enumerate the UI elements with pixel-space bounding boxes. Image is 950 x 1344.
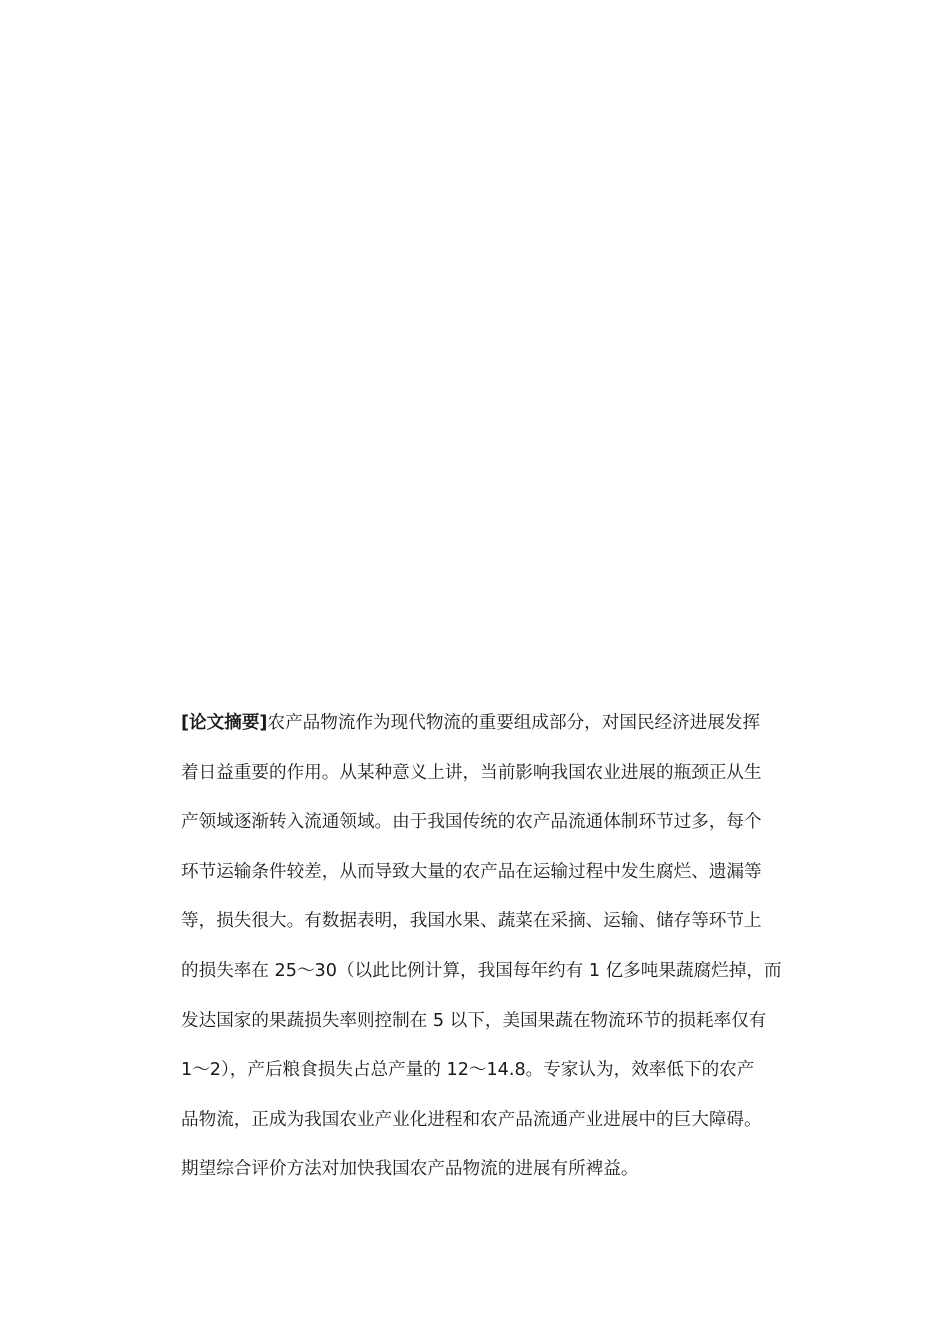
abstract-line-1 [181, 705, 831, 755]
abstract-text: 农产品物流作为现代物流的重要组成部分，对国民经济进展发挥 [267, 713, 761, 733]
abstract-line-7: 发达国家的果蔬损失率则控制在 5 以下，美国果蔬在物流环节的损耗率仅有 [181, 1010, 767, 1031]
abstract-label: [论文摘要] [181, 713, 268, 733]
abstract-line-4: 环节运输条件较差，从而导致大量的农产品在运输过程中发生腐烂、遗漏等 [181, 861, 762, 882]
abstract-line-8: 1～2），产后粮食损失占总产量的 12～14.8。专家认为，效率低下的农产 [181, 1060, 755, 1081]
abstract-line-6: 的损失率在 25～30（以此比例计算，我国每年约有 1 亿多吨果蔬腐烂掉，而 [181, 960, 782, 981]
abstract-line-5: 等，损失很大。有数据表明，我国水果、蔬菜在采摘、运输、储存等环节上 [181, 911, 762, 932]
abstract-line-3: 产领域逐渐转入流通领域。由于我国传统的农产品流通体制环节过多，每个 [181, 812, 762, 833]
abstract-line-9: 品物流，正成为我国农业产业化进程和农产品流通产业进展中的巨大障碍。 [181, 1109, 762, 1130]
abstract-line-10: 期望综合评价方法对加快我国农产品物流的进展有所裨益。 [181, 1159, 639, 1180]
abstract-section [181, 705, 831, 1201]
abstract-line-2: 着日益重要的作用。从某种意义上讲，当前影响我国农业进展的瓶颈正从生 [181, 762, 762, 783]
